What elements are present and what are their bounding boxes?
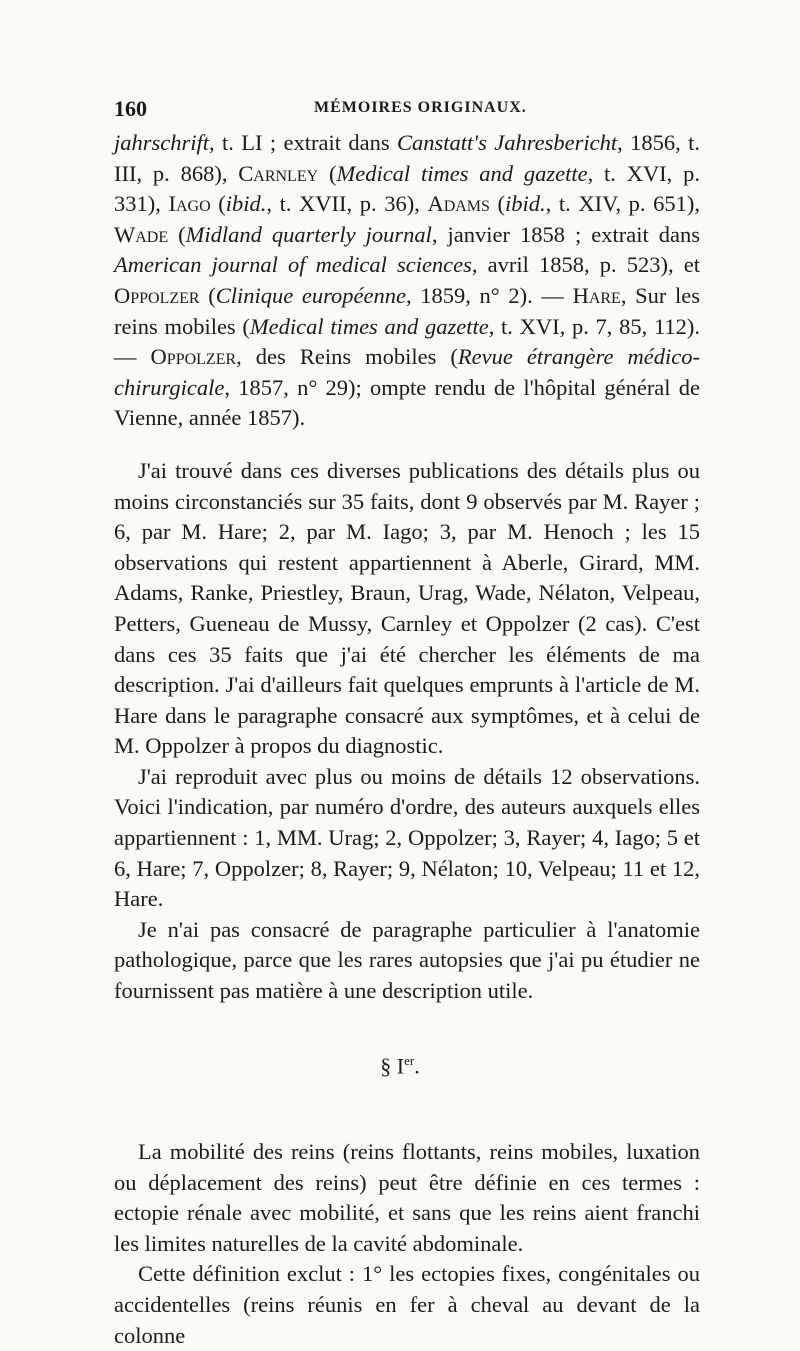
section-superscript: er [404, 1052, 415, 1068]
journal-title: ibid. [505, 191, 546, 217]
text-span: ( [318, 160, 337, 186]
author-name: Adams [427, 191, 490, 217]
exclusion-paragraph: Cette définition exclut : 1° les ectopies fixes, congénitales ou accidentelles (reins réunis en fer à cheval au devant de la colonne [114, 1261, 700, 1348]
journal-title: Medical times and gazette [249, 313, 489, 339]
sources-paragraph: J'ai trouvé dans ces diverses publications des détails plus ou moins circonstanciés sur 35 faits, dont 9 observés par M. Rayer ; 6, par M. Hare; 2, par M. Iago; 3, par M. Henoch ; les 15 observations qui restent appartiennent à Aberle, Girard, MM. Adams, Ranke, Priestley, Braun, Urag, Wade, Nélaton, Velpeau, Petters, Gueneau de Mussy, Carnley et Oppolzer (2 cas). C'est dans ces 35 faits que j'ai été chercher les éléments de ma description. J'ai d'ailleurs fait quelques emprunts à l'article de M. Hare dans le paragraphe consacré aux symptômes, et à celui de M. Oppolzer à propos du diagnostic. [114, 457, 700, 759]
text-span: , 1859, n° 2). — [406, 282, 573, 308]
text-span: ( [489, 191, 506, 217]
journal-title: Midland quarterly journal [185, 221, 432, 247]
author-name: Oppolzer [114, 282, 200, 308]
journal-title: ibid. [225, 191, 267, 217]
text-span: ( [199, 282, 216, 308]
author-name: Carnley [238, 160, 319, 186]
text-span: ( [210, 191, 226, 217]
journal-title: jahrschrift [114, 130, 210, 155]
paragraph-gap [114, 434, 700, 456]
text-span: , avril 1858, p. 523), et [471, 252, 701, 278]
text-span: ( [168, 221, 186, 247]
text-span: , t. XIV, p. 651), [545, 191, 701, 217]
page-number: 160 [114, 96, 147, 121]
page-header [114, 96, 700, 124]
journal-title: Clinique européenne [215, 282, 406, 308]
text-span: , t. LI ; extrait dans [209, 130, 397, 155]
journal-title: Medical times and gazette [336, 160, 588, 186]
definition-paragraph: La mobilité des reins (reins flottants, reins mobiles, luxation ou déplacement des reins) peut être définie en ces termes : ectopie rénale avec mobilité, et sans que les reins aient franchi les limites naturelles de la cavité abdominale. [114, 1138, 700, 1256]
anatomy-paragraph: Je n'ai pas consacré de paragraphe particulier à l'anatomie pathologique, parce que les rares autopsies que j'ai pu étudier ne fournissent pas matière à une description utile. [114, 916, 700, 1004]
section-heading [114, 1053, 700, 1079]
section-mark: § I [380, 1052, 405, 1078]
text-span: , janvier 1858 ; extrait dans [431, 221, 701, 247]
text-span: , des Reins mobiles ( [236, 344, 458, 370]
text-span: , 1856, t. III, p. 868), [114, 130, 700, 186]
author-name: Hare [572, 282, 621, 308]
running-head: MÉMOIRES ORIGINAUX. [314, 99, 527, 116]
section-dot: . [414, 1052, 420, 1078]
text-span: , t. XVI, p. 331), [114, 160, 700, 217]
author-name: Iago [168, 191, 211, 217]
text-span: , t. XVI, p. 7, 85, 112). — [114, 313, 700, 370]
journal-title: Canstatt's Jahresbericht [397, 130, 618, 155]
journal-title: American journal of medical sciences [114, 252, 472, 278]
author-name: Oppolzer [150, 344, 237, 370]
bibliography-paragraph [114, 128, 700, 434]
journal-title: Revue étrangère médico-chirurgicale [114, 344, 701, 400]
text-span: , Sur les reins mobiles ( [114, 282, 700, 339]
author-name: Wade [114, 221, 169, 247]
observations-paragraph: J'ai reproduit avec plus ou moins de détails 12 observations. Voici l'indication, par numéro d'ordre, des auteurs auxquels elles appartiennent : 1, MM. Urag; 2, Oppolzer; 3, Rayer; 4, Iago; 5 et 6, Hare; 7, Oppolzer; 8, Rayer; 9, Nélaton; 10, Velpeau; 11 et 12, Hare. [114, 763, 700, 912]
text-span: , t. XVII, p. 36), [266, 191, 428, 217]
text-span: , 1857, n° 29); ompte rendu de l'hôpital général de Vienne, année 1857). [114, 374, 700, 431]
